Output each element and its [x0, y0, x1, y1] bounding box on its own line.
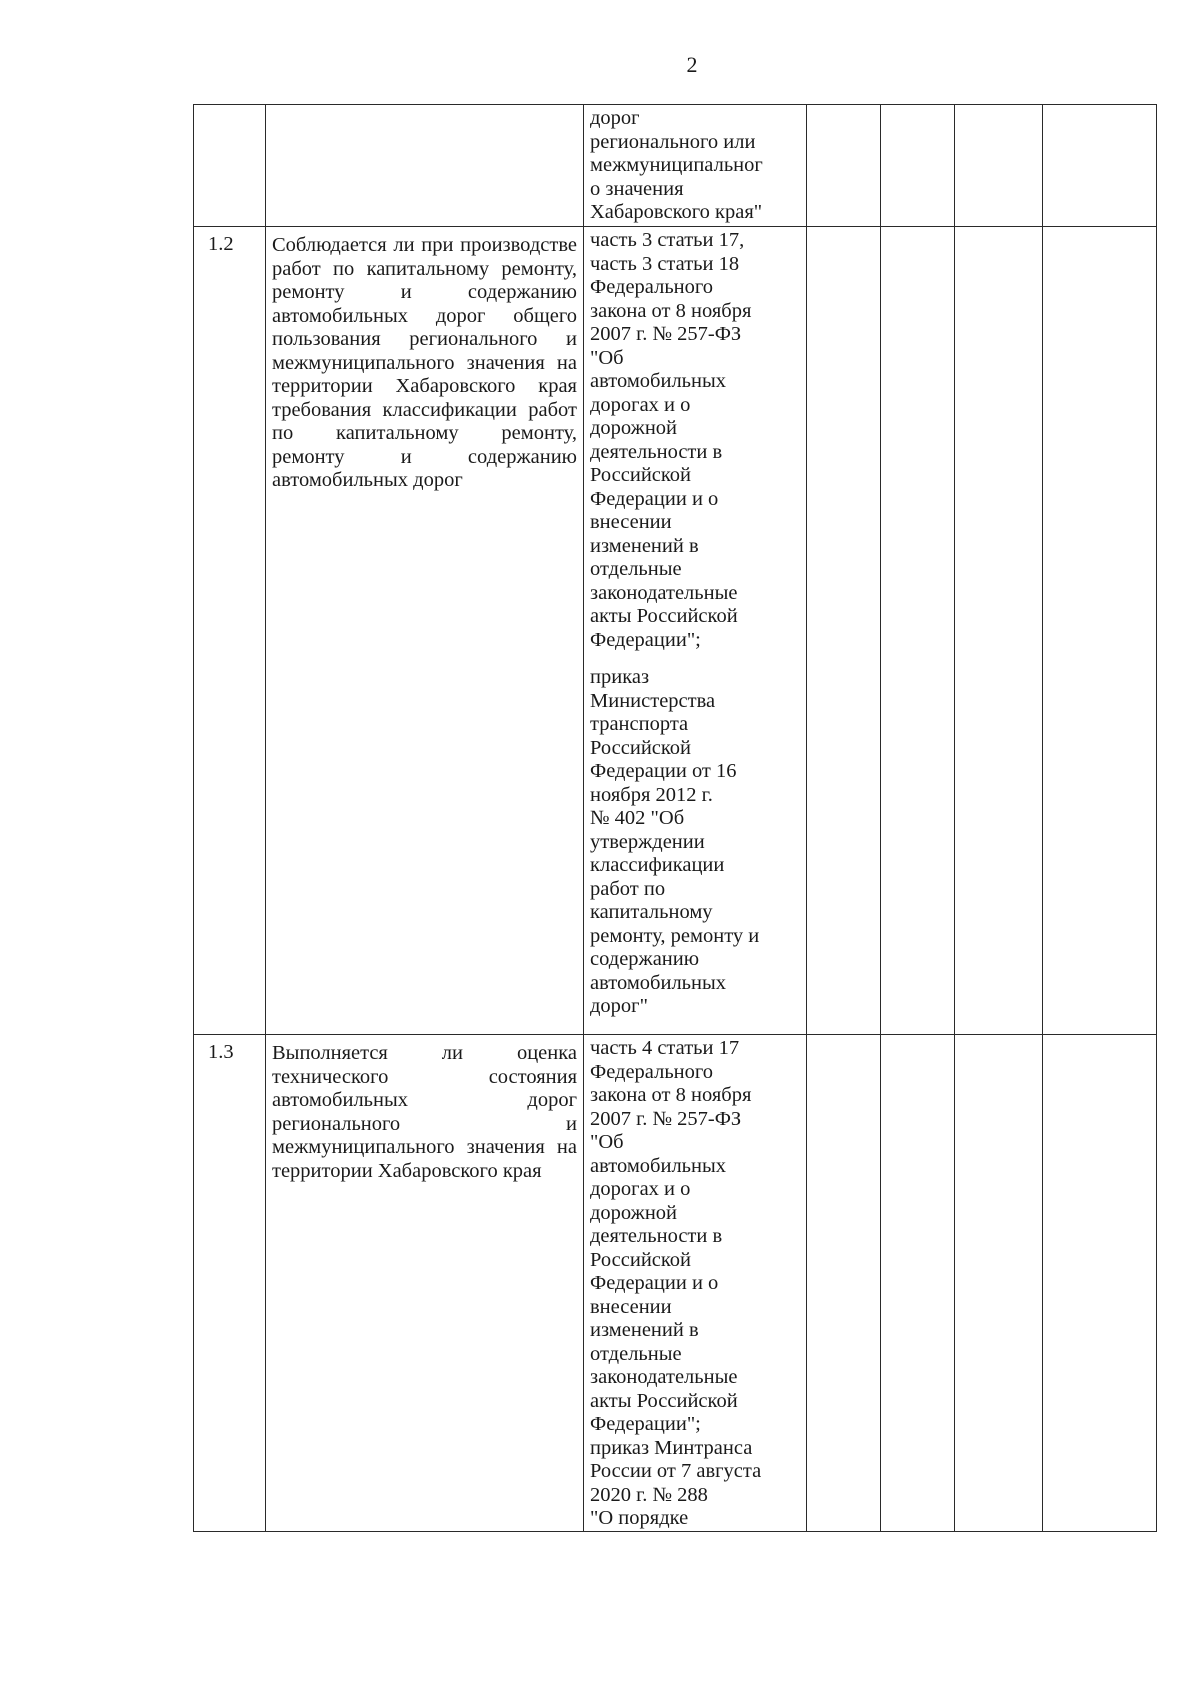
legal-basis-text: приказ Министерства транспорта Российской Федерации от 16 ноября 2012 г. № 402 "Об утверждении классификации работ по капитальному ремонту, ремонту и содержанию автомобильных дорог" — [590, 666, 760, 1017]
legal-basis-text: дорог регионального или межмуниципальног о значения Хабаровского края" — [590, 107, 763, 223]
item-number-cell — [194, 105, 266, 227]
table-row — [194, 105, 1157, 227]
legal-basis-cell — [584, 227, 807, 1035]
item-number-cell: 1.2 — [194, 227, 266, 1035]
answer-cell-2 — [881, 227, 955, 1035]
answer-cell-3 — [955, 1035, 1043, 1532]
table-row — [194, 227, 1157, 1035]
note-cell — [1043, 1035, 1157, 1532]
question-cell — [266, 1035, 584, 1532]
note-cell — [1043, 227, 1157, 1035]
answer-cell-1 — [807, 227, 881, 1035]
table-row — [194, 1035, 1157, 1532]
item-number-cell: 1.3 — [194, 1035, 266, 1532]
legal-basis-cell — [584, 105, 807, 227]
answer-cell-1 — [807, 1035, 881, 1532]
checklist-table — [193, 104, 1157, 1532]
answer-cell-1 — [807, 105, 881, 227]
answer-cell-3 — [955, 227, 1043, 1035]
note-cell — [1043, 105, 1157, 227]
legal-basis-text: часть 4 статьи 17 Федерального закона от 8 ноября 2007 г. № 257-ФЗ "Об автомобильных дорогах и о дорожной деятельности в Российской Федерации и о внесении изменений в отдельные законодательные акты Российской Федерации"; приказ Минтранса России от 7 августа 2020 г. № 288 "О порядке — [590, 1037, 762, 1529]
answer-cell-2 — [881, 105, 955, 227]
page-number: 2 — [686, 52, 698, 77]
question-text: Соблюдается ли при производстве работ по капитальному ремонту, ремонту и содержанию автомобильных дорог общего пользования регионального и межмуниципального значения на территории Хабаровского края требования классификации работ по капитальному ремонту, ремонту и содержанию автомобильных дорог — [272, 234, 577, 491]
answer-cell-3 — [955, 105, 1043, 227]
question-cell — [266, 105, 584, 227]
legal-basis-cell — [584, 1035, 807, 1532]
question-cell — [266, 227, 584, 1035]
answer-cell-2 — [881, 1035, 955, 1532]
question-text: Выполняется ли оценка технического состояния автомобильных дорог регионального и межмуниципального значения на территории Хабаровского края — [272, 1042, 577, 1182]
legal-basis-text: часть 3 статьи 17, часть 3 статьи 18 Федерального закона от 8 ноября 2007 г. № 257-ФЗ "Об автомобильных дорогах и о дорожной деятельности в Российской Федерации и о внесении изменений в отдельные законодательные акты Российской Федерации"; — [590, 229, 752, 651]
